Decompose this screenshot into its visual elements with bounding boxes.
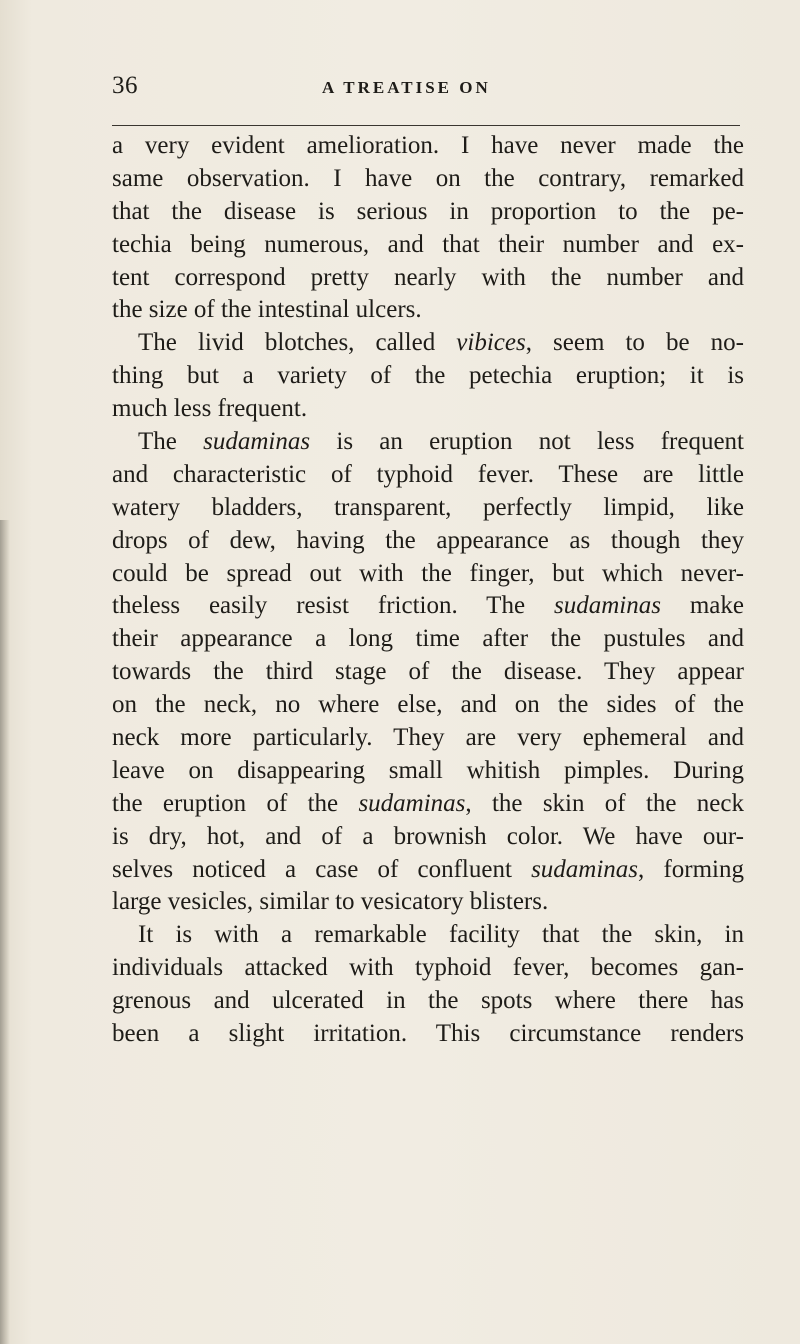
text-segment: towards the third stage of the disease. They appear [112,658,744,686]
text-segment: the eruption of the [112,789,359,817]
text-line [112,163,744,196]
text-line [112,722,744,755]
text-segment: tent correspond pretty nearly with the number and [112,263,744,291]
text-segment: drops of dew, having the appearance as though they [112,526,744,554]
text-segment: selves noticed a case of confluent [112,855,532,883]
text-line [112,985,744,1018]
text-segment: neck more particularly. They are very ephemeral and [112,724,744,752]
text-segment: theless easily resist friction. The [112,592,554,620]
text-segment: , the skin of the neck [465,789,744,817]
page-number: 36 [112,72,138,99]
text-line [112,327,744,360]
text-segment: make [660,592,744,620]
text-line [112,294,744,327]
text-line [112,821,744,854]
text-segment: , seem to be no- [525,329,745,357]
text-line [112,262,744,295]
italic-term: sudaminas [553,592,661,620]
text-line [112,525,744,558]
text-segment: a very evident amelioration. I have never made the [112,132,744,159]
italic-term: sudaminas [358,789,466,817]
text-line [112,229,744,262]
running-head: A TREATISE ON [322,78,491,97]
text-line [112,755,744,788]
text-segment: The [138,428,204,456]
italic-term: sudaminas [531,855,639,883]
text-line [112,492,744,525]
text-segment: their appearance a long time after the pustules and [112,625,744,653]
binding-shadow [0,520,10,1344]
header-rule [112,125,740,126]
text-line [112,623,744,656]
italic-term: sudaminas [203,428,311,456]
text-line [112,459,744,492]
text-line [112,360,744,393]
text-line [112,854,744,887]
text-line [112,558,744,591]
text-segment: The livid blotches, called [138,329,457,357]
text-segment: techia being numerous, and that their number and ex- [112,230,744,258]
text-line [112,886,744,919]
text-line [112,952,744,985]
text-segment: that the disease is serious in proportion to the pe- [112,197,744,225]
text-line [112,788,744,821]
text-segment: same observation. I have on the contrary, remarked [112,164,744,192]
text-segment: and characteristic of typhoid fever. These are little [112,460,744,488]
text-segment: leave on disappearing small whitish pimples. During [112,756,744,784]
text-line [112,656,744,689]
text-segment: is an eruption not less frequent [310,428,744,456]
text-line [112,196,744,229]
text-segment: It is with a remarkable facility that the skin, in [138,921,744,949]
text-segment: , forming [638,855,744,883]
text-line [112,393,744,426]
text-segment: is dry, hot, and of a brownish color. We have our- [112,822,744,850]
text-line [112,590,744,623]
text-line [112,130,744,163]
text-segment: on the neck, no where else, and on the sides of the [112,691,744,719]
text-segment: the size of the intestinal ulcers. [112,296,422,324]
text-segment: been a slight irritation. This circumstance renders [112,1020,744,1048]
page-header [112,72,740,108]
text-segment: large vesicles, similar to vesicatory blisters. [112,888,549,916]
text-segment: could be spread out with the finger, but which never- [112,559,744,587]
body-text [112,130,744,1051]
text-line [112,689,744,722]
text-segment: watery bladders, transparent, perfectly limpid, like [112,493,744,521]
text-segment: thing but a variety of the petechia eruption; it is [112,362,744,390]
italic-term: vibices [456,329,526,357]
text-segment: individuals attacked with typhoid fever, becomes gan- [112,954,744,982]
text-line [112,1018,744,1051]
text-segment: much less frequent. [112,395,308,423]
text-segment: grenous and ulcerated in the spots where there has [112,987,744,1015]
text-line [112,919,744,952]
text-line [112,426,744,459]
